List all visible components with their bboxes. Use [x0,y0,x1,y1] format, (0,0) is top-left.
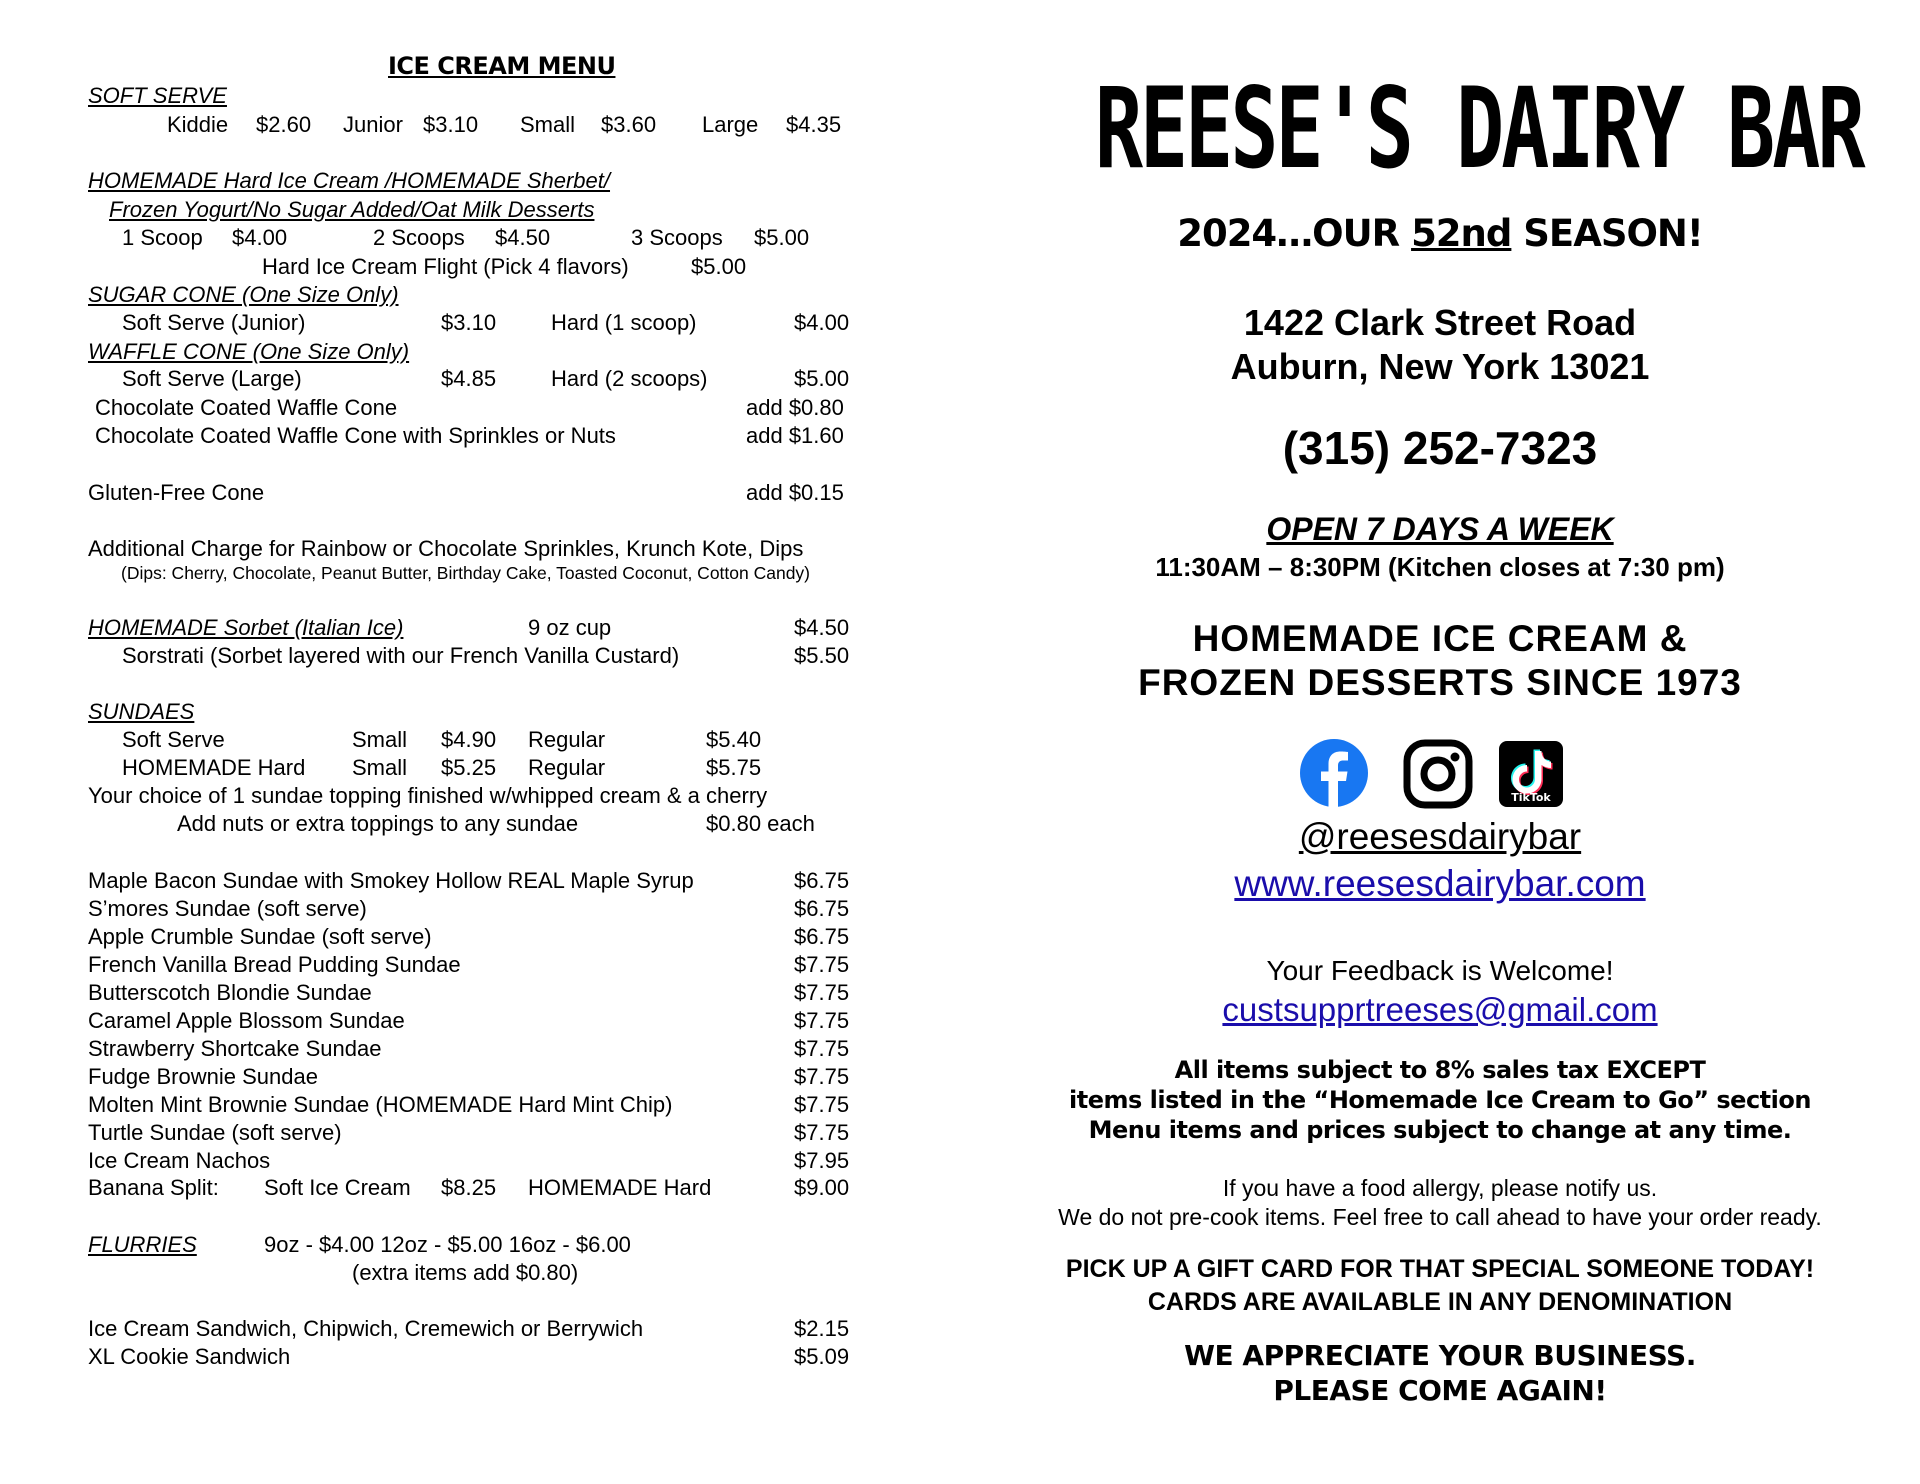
sugar-cone-hard-price: $4.00 [794,310,850,335]
waffle-cone-heading: WAFFLE CONE (One Size Only) [88,339,410,364]
specialty-sundae-price: $7.75 [794,980,850,1005]
address-line-2: Auburn, New York 13021 [1230,346,1650,387]
specialty-sundae-name: S’mores Sundae (soft serve) [88,896,367,921]
homemade-heading-1: HOMEMADE Hard Ice Cream /HOMEMADE Sherbet/ [88,168,611,193]
gluten-free-price: add $0.15 [746,480,844,505]
soft-serve-large-label: Large [702,112,759,137]
sundae-addons-price: $0.80 each [706,811,815,836]
instagram-icon[interactable] [1403,739,1473,809]
dips-note: (Dips: Cherry, Chocolate, Peanut Butter, Birthday Cake, Toasted Coconut, Cotton Candy) [121,563,811,583]
soft-serve-kiddie-price: $2.60 [256,112,312,137]
choc-sprinkles-waffle-price: add $1.60 [746,423,844,448]
specialty-sundae-name: Strawberry Shortcake Sundae [88,1036,382,1061]
feedback-text: Your Feedback is Welcome! [1266,955,1614,986]
hours: 11:30AM – 8:30PM (Kitchen closes at 7:30 pm) [1155,552,1725,582]
sundae-soft-regular: Regular [528,727,606,752]
specialty-sundae-price: $6.75 [794,868,850,893]
banana-split-soft-price: $8.25 [441,1175,497,1200]
choc-waffle-label: Chocolate Coated Waffle Cone [95,395,398,420]
soft-serve-small-label: Small [520,112,576,137]
sundae-soft-small-price: $4.90 [441,727,497,752]
sugar-cone-soft-price: $3.10 [441,310,497,335]
sundae-hard-small: Small [352,755,408,780]
menu-title: ICE CREAM MENU [388,52,616,80]
soft-serve-junior-label: Junior [343,112,403,137]
waffle-cone-hard-price: $5.00 [794,366,850,391]
allergy-line-2: We do not pre-cook items. Feel free to call ahead to have your order ready. [1058,1204,1822,1230]
sorstrati-label: Sorstrati (Sorbet layered with our French Vanilla Custard) [122,643,680,668]
specialty-sundae-price: $7.75 [794,1092,850,1117]
sundae-hard-label: HOMEMADE Hard [122,755,306,780]
thanks-line-1: WE APPRECIATE YOUR BUSINESS. [1184,1339,1696,1372]
sugar-cone-heading: SUGAR CONE (One Size Only) [88,282,399,307]
specialty-sundae-name: Ice Cream Nachos [88,1148,271,1173]
flurries-sizes: 9oz - $4.00 12oz - $5.00 16oz - $6.00 [264,1232,631,1257]
phone-number[interactable]: (315) 252-7323 [1282,422,1598,474]
specialty-sundae-name: French Vanilla Bread Pudding Sundae [88,952,461,977]
season-banner [960,212,1920,256]
brand-wordmark: REESE'S DAIRY BAR [1094,65,1863,194]
sundae-hard-small-price: $5.25 [441,755,497,780]
flight-label: Hard Ice Cream Flight (Pick 4 flavors) [262,254,629,279]
scoop-1-price: $4.00 [232,225,288,250]
scoop-2-label: 2 Scoops [373,225,465,250]
soft-serve-small-price: $3.60 [601,112,657,137]
tagline-line-1: HOMEMADE ICE CREAM & [1192,618,1688,659]
banana-split-soft-label: Soft Ice Cream [264,1175,411,1200]
soft-serve-kiddie-label: Kiddie [167,112,229,137]
sundae-hard-regular: Regular [528,755,606,780]
sandwich-item-name: Ice Cream Sandwich, Chipwich, Cremewich or Berrywich [88,1316,644,1341]
sundae-soft-label: Soft Serve [122,727,225,752]
allergy-line-1: If you have a food allergy, please notify us. [1222,1175,1658,1201]
banana-split-hard-label: HOMEMADE Hard [528,1175,712,1200]
thanks-line-2: PLEASE COME AGAIN! [1273,1374,1607,1407]
sundae-hard-regular-price: $5.75 [706,755,762,780]
gift-card-line-1: PICK UP A GIFT CARD FOR THAT SPECIAL SOMEONE TODAY! [1065,1255,1815,1283]
sugar-cone-soft-label: Soft Serve (Junior) [122,310,306,335]
specialty-sundae-price: $7.75 [794,1064,850,1089]
banana-split-hard-price: $9.00 [794,1175,850,1200]
facebook-icon[interactable] [1300,739,1368,807]
tax-notice-line-1: All items subject to 8% sales tax EXCEPT [1174,1056,1706,1084]
sundae-soft-small: Small [352,727,408,752]
brand-logo [960,65,1920,194]
specialty-sundae-name: Fudge Brownie Sundae [88,1064,318,1089]
additional-charge: Additional Charge for Rainbow or Chocolate Sprinkles, Krunch Kote, Dips [88,536,804,561]
banana-split-label: Banana Split: [88,1175,219,1200]
specialty-sundae-price: $7.95 [794,1148,850,1173]
flight-price: $5.00 [691,254,747,279]
scoop-1-label: 1 Scoop [122,225,203,250]
season-prefix: 2024…OUR [1177,212,1412,255]
specialty-sundae-name: Apple Crumble Sundae (soft serve) [88,924,432,949]
waffle-cone-soft-price: $4.85 [441,366,497,391]
soft-serve-heading: SOFT SERVE [88,83,227,108]
social-handle[interactable]: @reesesdairybar [1298,816,1582,857]
sundaes-heading: SUNDAES [88,699,195,724]
specialty-sundae-price: $7.75 [794,1036,850,1061]
email-link[interactable]: custsupprtreeses@gmail.com [1222,991,1658,1028]
flurries-heading: FLURRIES [88,1232,197,1257]
waffle-cone-hard-label: Hard (2 scoops) [551,366,708,391]
homemade-heading-2: Frozen Yogurt/No Sugar Added/Oat Milk Desserts [109,197,595,222]
specialty-sundae-name: Molten Mint Brownie Sundae (HOMEMADE Hard Mint Chip) [88,1092,673,1117]
specialty-sundae-name: Turtle Sundae (soft serve) [88,1120,342,1145]
sorbet-heading: HOMEMADE Sorbet (Italian Ice) [88,615,404,640]
sundae-choice-note: Your choice of 1 sundae topping finished w/whipped cream & a cherry [88,783,768,808]
website-link[interactable]: www.reesesdairybar.com [1234,863,1646,904]
info-column [960,0,1920,1484]
scoop-3-label: 3 Scoops [631,225,723,250]
sorbet-cup-price: $4.50 [794,615,850,640]
specialty-sundae-name: Butterscotch Blondie Sundae [88,980,372,1005]
choc-sprinkles-waffle-label: Chocolate Coated Waffle Cone with Sprinkles or Nuts [95,423,616,448]
choc-waffle-price: add $0.80 [746,395,844,420]
open-days: OPEN 7 DAYS A WEEK [1266,511,1614,547]
specialty-sundae-price: $7.75 [794,1008,850,1033]
season-suffix: SEASON! [1511,212,1703,255]
tax-notice-line-2: items listed in the “Homemade Ice Cream to Go” section [1069,1086,1811,1114]
specialty-sundae-name: Caramel Apple Blossom Sundae [88,1008,405,1033]
tax-notice-line-3: Menu items and prices subject to change at any time. [1088,1116,1792,1144]
soft-serve-large-price: $4.35 [786,112,842,137]
specialty-sundae-price: $6.75 [794,924,850,949]
gift-card-line-2: CARDS ARE AVAILABLE IN ANY DENOMINATION [1147,1288,1733,1316]
sugar-cone-hard-label: Hard (1 scoop) [551,310,697,335]
sorbet-cup-label: 9 oz cup [528,615,612,640]
sorstrati-price: $5.50 [794,643,850,668]
sandwich-item-price: $2.15 [794,1316,850,1341]
tiktok-label: TikTok [1511,791,1551,804]
soft-serve-junior-price: $3.10 [423,112,479,137]
scoop-2-price: $4.50 [495,225,551,250]
specialty-sundae-name: Maple Bacon Sundae with Smokey Hollow REAL Maple Syrup [88,868,694,893]
scoop-3-price: $5.00 [754,225,810,250]
gluten-free-label: Gluten-Free Cone [88,480,265,505]
sandwich-item-name: XL Cookie Sandwich [88,1344,291,1369]
tiktok-icon[interactable] [1499,741,1563,807]
sandwich-item-price: $5.09 [794,1344,850,1369]
specialty-sundae-price: $6.75 [794,896,850,921]
specialty-sundae-price: $7.75 [794,952,850,977]
waffle-cone-soft-label: Soft Serve (Large) [122,366,302,391]
address-line-1: 1422 Clark Street Road [1243,302,1637,343]
sundae-addons-label: Add nuts or extra toppings to any sundae [177,811,579,836]
specialty-sundae-price: $7.75 [794,1120,850,1145]
season-number: 52nd [1411,212,1512,255]
flurries-extra: (extra items add $0.80) [352,1260,579,1285]
sundae-soft-regular-price: $5.40 [706,727,762,752]
tagline-line-2: FROZEN DESSERTS SINCE 1973 [1138,662,1742,703]
